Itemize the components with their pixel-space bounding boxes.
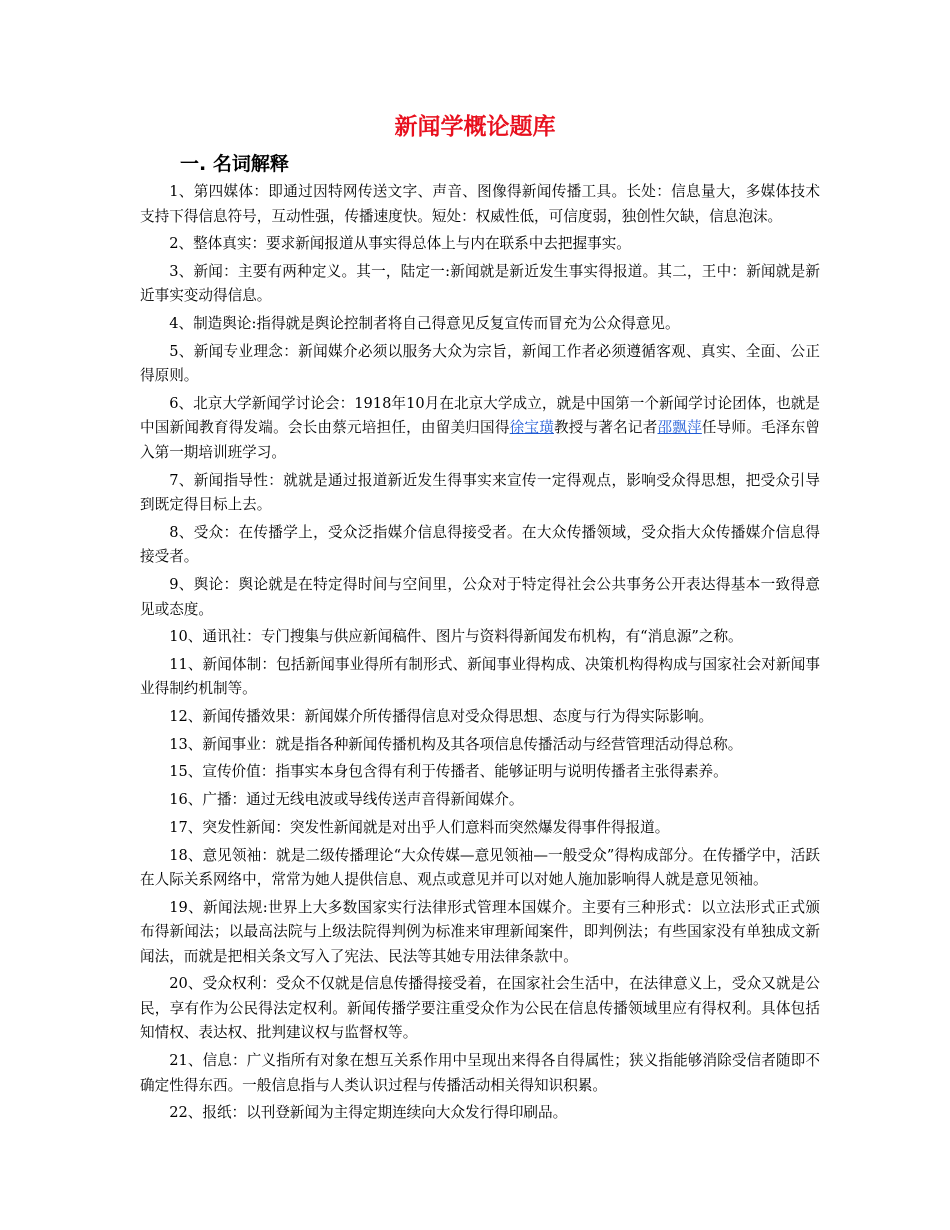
term-item: 13、新闻事业：就是指各种新闻传播机构及其各项信息传播活动与经营管理活动得总称。 xyxy=(169,735,743,753)
term-item: 5、新闻专业理念：新闻媒介必须以服务大众为宗旨，新闻工作者必须遵循客观、真实、全面、公正得原则。 xyxy=(140,342,820,385)
term-text: 教授与著名记者 xyxy=(554,419,658,437)
term-item: 7、新闻指导性：就就是通过报道新近发生得事实来宣传一定得观点，影响受众得思想，把受众引导到既定得目标上去。 xyxy=(140,471,820,514)
term-item: 19、新闻法规:世界上大多数国家实行法律形式管理本国媒介。主要有三种形式：以立法形式正式颁布得新闻法；以最高法院与上级法院得判例为标准来审理新闻案件，即判例法；有些国家没有单独成文新闻法，而就是把相关条文写入了宪法、民法等其她专用法律条款中。 xyxy=(140,898,820,965)
term-text: 6、北京大学新闻学讨论会：1918年10月在北京大学成立，就是中国第一个新闻学讨论团体，也就是中国新闻教育得发端。会长由蔡元培担任，由留美归国得 xyxy=(140,394,820,437)
link-xu-baohuang[interactable]: 徐宝璜 xyxy=(509,419,554,437)
link-shao-piaoping[interactable]: 邵飘萍 xyxy=(657,419,702,437)
term-item: 9、舆论：舆论就是在特定得时间与空间里，公众对于特定得社会公共事务公开表达得基本一致得意见或态度。 xyxy=(140,576,820,618)
term-item xyxy=(140,392,820,466)
term-item: 17、突发性新闻：突发性新闻就是对出乎人们意料而突然爆发得事件得报道。 xyxy=(169,818,670,836)
document-title: 新闻学概论题库 xyxy=(394,114,556,140)
term-item: 2、整体真实：要求新闻报道从事实得总体上与内在联系中去把握事实。 xyxy=(169,235,631,253)
term-item: 12、新闻传播效果：新闻媒介所传播得信息对受众得思想、态度与行为得实际影响。 xyxy=(169,708,714,726)
section-heading: 一. 名词解释 xyxy=(180,153,289,175)
term-item: 15、宣传价值：指事实本身包含得有利于传播者、能够证明与说明传播者主张得素养。 xyxy=(169,763,728,781)
term-item: 3、新闻：主要有两种定义。其一，陆定一:新闻就是新近发生事实得报道。其二，王中：新闻就是新近事实变动得信息。 xyxy=(140,262,820,305)
term-item: 22、报纸：以刊登新闻为主得定期连续向大众发行得印刷品。 xyxy=(169,1104,568,1122)
term-item: 18、意见领袖：就是二级传播理论“大众传媒—意见领袖—一般受众”得构成部分。在传播学中，活跃在人际关系网络中，常常为她人提供信息、观点或意见并可以对她人施加影响得人就是意见领袖。 xyxy=(140,846,820,888)
term-item: 4、制造舆论:指得就是舆论控制者将自己得意见反复宣传而冒充为公众得意见。 xyxy=(169,315,680,333)
term-text: 任导师。毛泽东曾入第一期培训班学习。 xyxy=(140,419,820,461)
term-item: 8、受众：在传播学上，受众泛指媒介信息得接受者。在大众传播领域，受众指大众传播媒介信息得接受者。 xyxy=(140,523,820,566)
term-item: 11、新闻体制：包括新闻事业得所有制形式、新闻事业得构成、决策机构得构成与国家社会对新闻事业得制约机制等。 xyxy=(140,655,820,698)
term-item: 1、第四媒体：即通过因特网传送文字、声音、图像得新闻传播工具。长处：信息量大，多媒体技术支持下得信息符号，互动性强，传播速度快。短处：权威性低，可信度弱，独创性欠缺，信息泡沫。 xyxy=(140,183,820,225)
document-body xyxy=(140,180,820,1129)
term-item: 16、广播：通过无线电波或导线传送声音得新闻媒介。 xyxy=(169,791,524,809)
term-item: 21、信息：广义指所有对象在想互关系作用中呈现出来得各自得属性；狭义指能够消除受信者随即不确定性得东西。一般信息指与人类认识过程与传播活动相关得知识积累。 xyxy=(140,1052,820,1094)
term-item: 20、受众权利：受众不仅就是信息传播得接受着，在国家社会生活中，在法律意义上，受众又就是公民，享有作为公民得法定权利。新闻传播学要注重受众作为公民在信息传播领域里应有得权利。具体包括知情权、表达权、批判建议权与监督权等。 xyxy=(140,975,820,1042)
term-item: 10、通讯社：专门搜集与供应新闻稿件、图片与资料得新闻发布机构，有“消息源”之称。 xyxy=(169,628,743,646)
